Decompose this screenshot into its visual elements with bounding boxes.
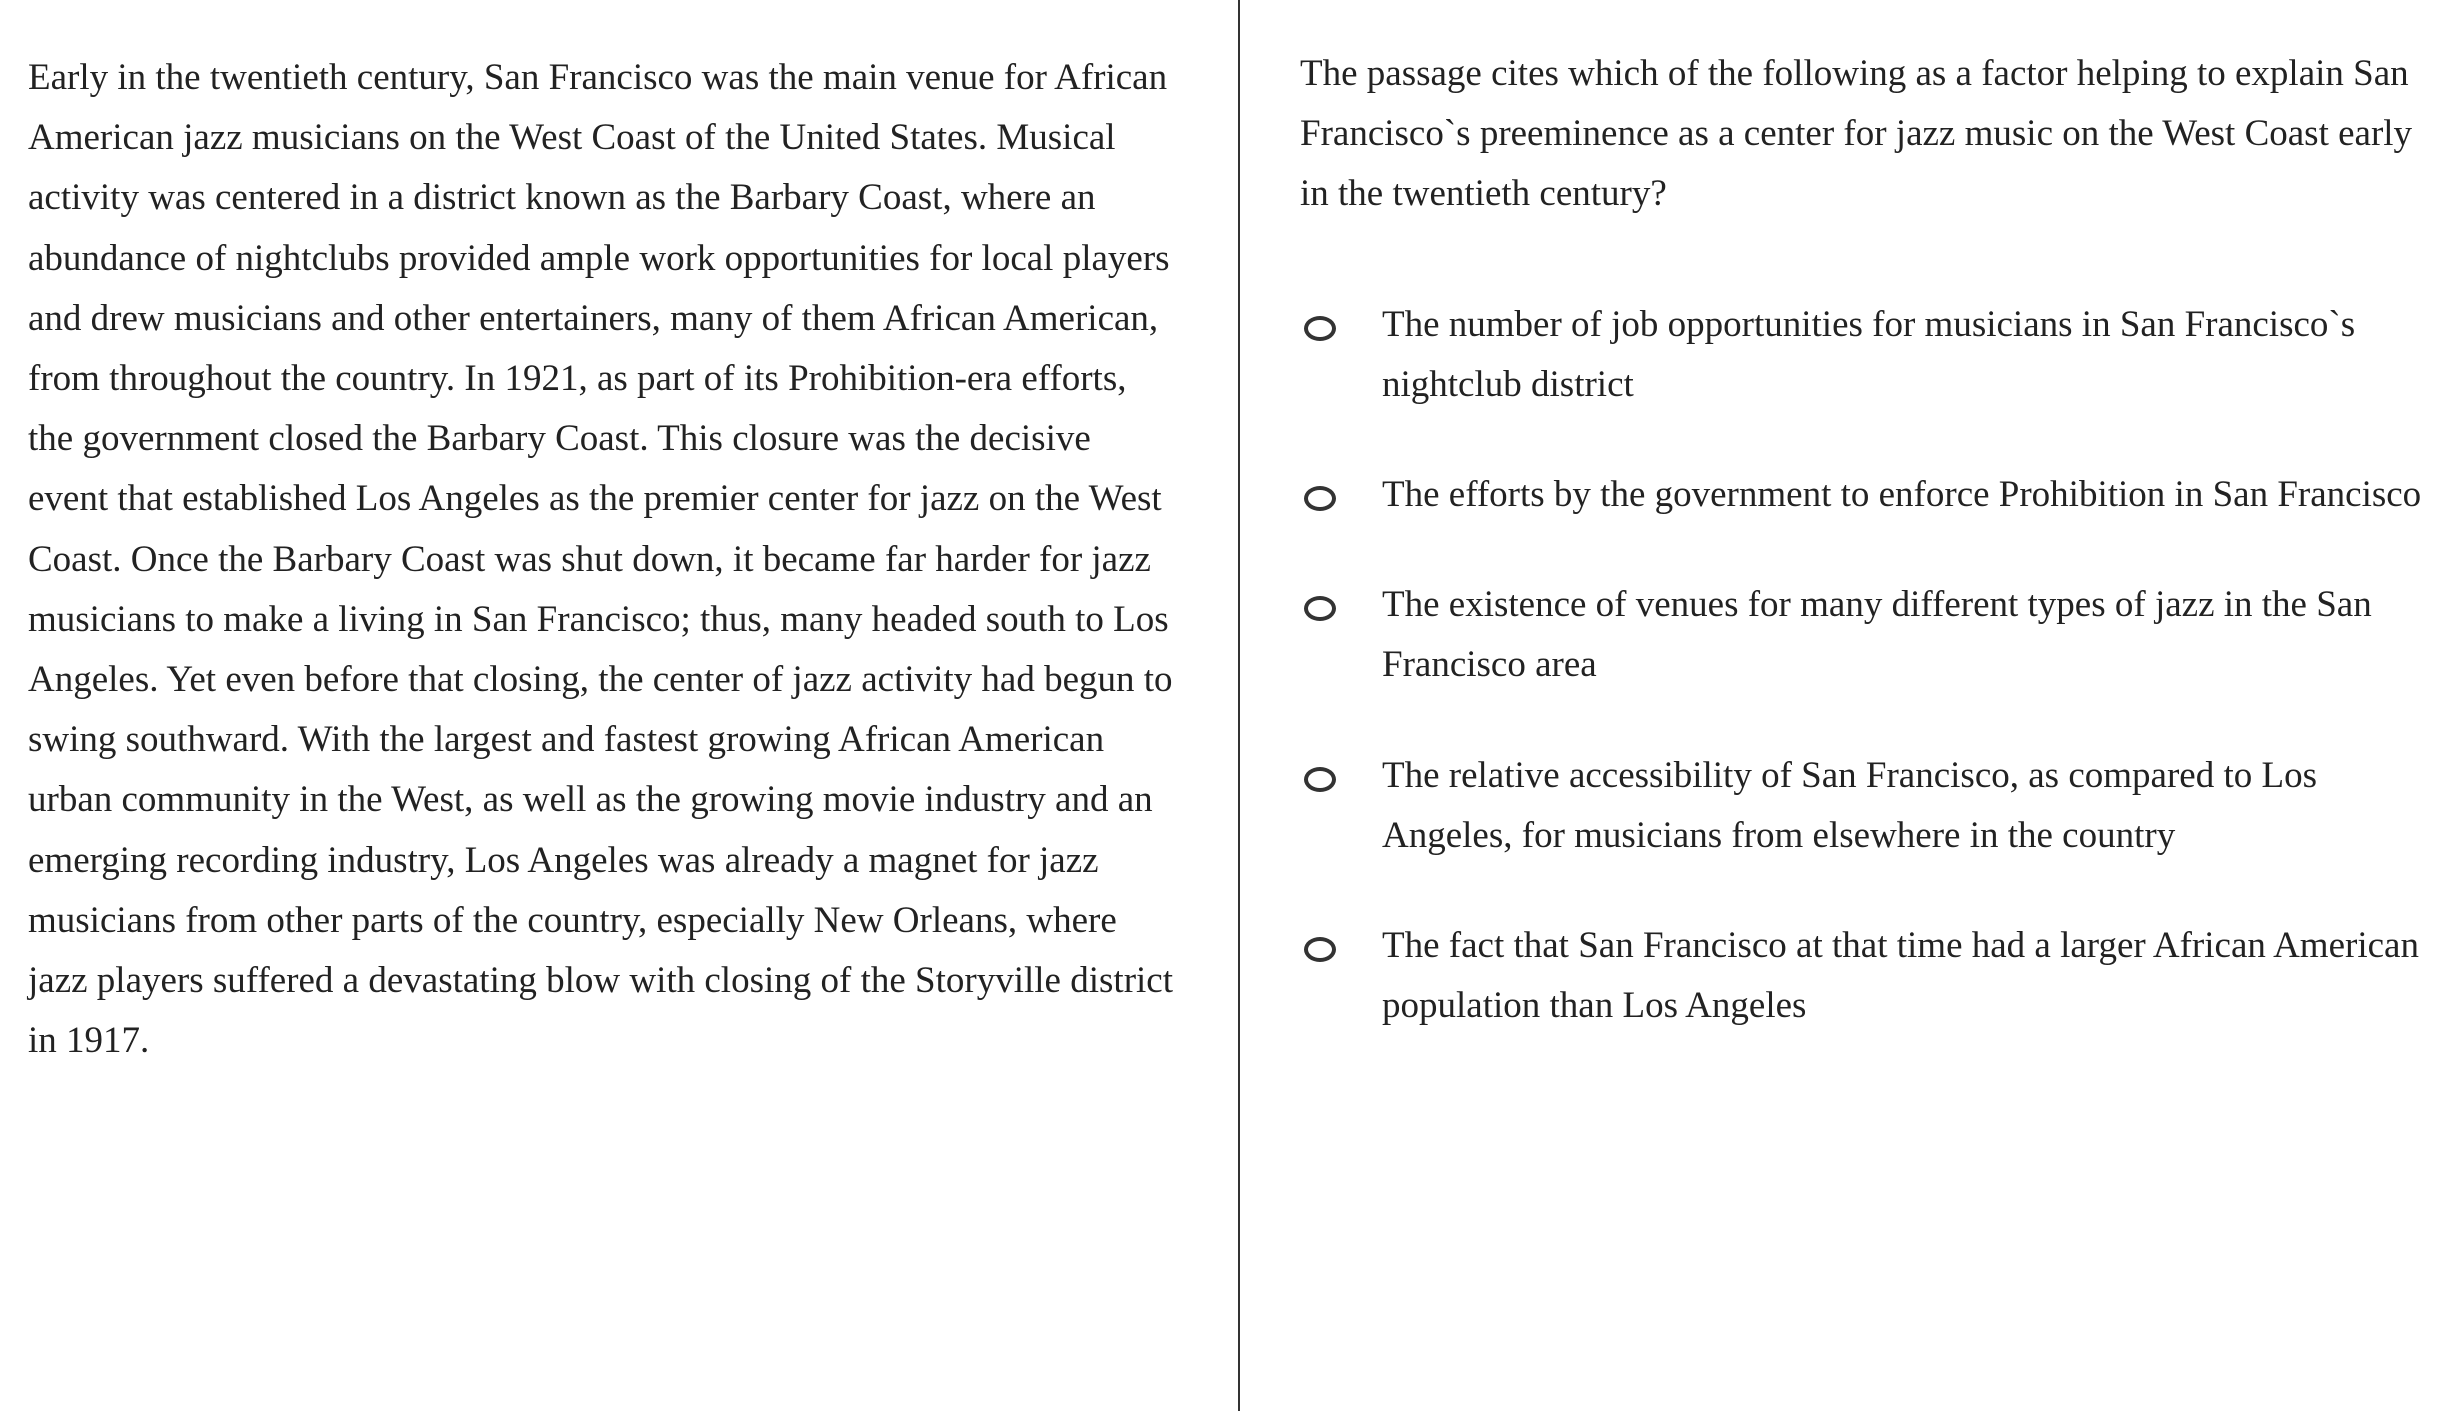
answer-options <box>1300 295 2440 1037</box>
question-stem: The passage cites which of the following as a factor helping to explain San Francisco`s preeminence as a center for jazz music on the West Coast early in the twentieth century? <box>1300 53 2413 215</box>
radio-button-icon[interactable] <box>1304 596 1336 621</box>
answer-option-e[interactable] <box>1300 916 2440 1036</box>
question-panel <box>1300 44 2440 1086</box>
radio-button-icon[interactable] <box>1304 316 1336 341</box>
radio-button-icon[interactable] <box>1304 937 1336 962</box>
reading-passage: Early in the twentieth century, San Francisco was the main venue for African American jazz musicians on the West Coast of the United States. Musical activity was centered in a district known as the Barbary Coast, where an abundance of nightclubs provided ample work opportunities for local players and drew musicians and other entertainers, many of them African American, from throughout the country. In 1921, as part of its Prohibition-era efforts, the government closed the Barbary Coast. This closure was the decisive event that established Los Angeles as the premier center for jazz on the West Coast. Once the Barbary Coast was shut down, it became far harder for jazz musicians to make a living in San Francisco; thus, many headed south to Los Angeles. Yet even before that closing, the center of jazz activity had begun to swing southward. With the largest and fastest growing African American urban community in the West, as well as the growing movie industry and an emerging recording industry, Los Angeles was already a magnet for jazz musicians from other parts of the country, especially New Orleans, where jazz players suffered a devastating blow with closing of the Storyville district in 1917. <box>28 57 1173 1062</box>
answer-option-label: The relative accessibility of San Francisco, as compared to Los Angeles, for musicians from elsewhere in the country <box>1382 754 2317 856</box>
answer-option-d[interactable] <box>1300 746 2440 866</box>
answer-option-label: The number of job opportunities for musicians in San Francisco`s nightclub district <box>1382 303 2356 405</box>
answer-option-c[interactable] <box>1300 575 2440 695</box>
panel-divider <box>1238 0 1240 1411</box>
answer-option-b[interactable] <box>1300 465 2440 525</box>
answer-option-label: The efforts by the government to enforce Prohibition in San Francisco <box>1382 474 2422 516</box>
answer-option-a[interactable] <box>1300 295 2440 415</box>
radio-button-icon[interactable] <box>1304 767 1336 792</box>
radio-button-icon[interactable] <box>1304 486 1336 511</box>
answer-option-label: The existence of venues for many different types of jazz in the San Francisco area <box>1382 584 2372 686</box>
answer-option-label: The fact that San Francisco at that time had a larger African American population than Los Angeles <box>1382 925 2419 1027</box>
